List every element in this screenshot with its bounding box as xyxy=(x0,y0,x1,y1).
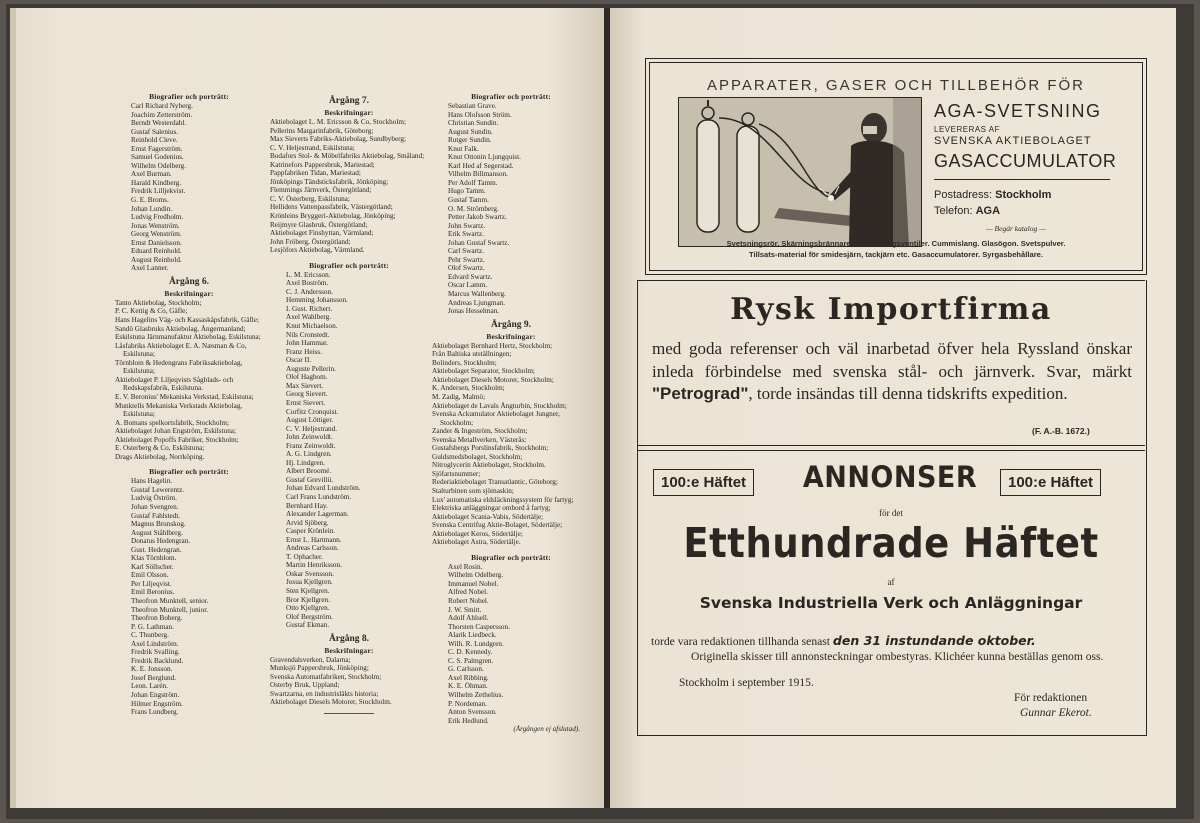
person-entry: Ernst Fagerström. xyxy=(131,144,183,153)
person-entry: Jonas Hesselman. xyxy=(448,307,500,316)
aga-products-line2: Tillsats-material för smidesjärn, tackjärn etc. Gasaccumulatorer. Syrgasbehållare. xyxy=(748,250,1044,259)
person-entry: Corfitz Cronquist. xyxy=(286,407,339,416)
annonser-body xyxy=(651,634,1136,664)
description-entry: Aktiebolaget Johan Engström, Eskilstuna; xyxy=(115,427,236,436)
person-entry: Franz Zeinwoldt. xyxy=(286,441,336,450)
description-entry: Swartzarna, en industrisläkts historia; xyxy=(270,689,379,698)
person-entry: Wilhelm Odelberg. xyxy=(448,571,504,580)
description-entry: Elektriska anläggningar ombord å fartyg; xyxy=(432,504,551,513)
description-entry: Sandö Glasbruks Aktiebolag, Ångermanland; xyxy=(115,324,246,333)
section-heading: Beskrifningar: xyxy=(486,331,536,341)
description-entry: C. V. Österberg, Eskilstuna; xyxy=(270,194,350,203)
person-entry: Gustaf Salenius. xyxy=(131,127,179,136)
person-entry: Alexander Lagerman. xyxy=(286,510,349,519)
person-entry: August Sundin. xyxy=(448,127,493,136)
person-entry: Fredrik Lilljekvist. xyxy=(131,187,186,196)
person-entry: Axel Rosin. xyxy=(448,562,483,571)
description-entry: Pellerins Margarinfabrik, Göteborg; xyxy=(270,126,374,135)
aga-advertisement xyxy=(645,58,1147,275)
index-column-2 xyxy=(270,92,428,714)
description-entry: Krönleins Bryggeri-Aktiebolag, Jönköping; xyxy=(270,212,396,221)
for-det: för det xyxy=(879,508,903,518)
af-word: af xyxy=(887,577,895,587)
description-entry: Aktiebolaget Diesels Motorer, Stockholm. xyxy=(270,698,392,707)
person-entry: Josef Berglund. xyxy=(131,673,176,682)
volume-note: (Årgången ej afslutad). xyxy=(513,725,580,734)
person-entry: Theofron Boberg. xyxy=(131,614,183,623)
section-heading: Biografier och porträtt: xyxy=(471,92,551,101)
person-entry: Albert Broomé. xyxy=(286,467,332,476)
person-entry: Robert Nobel. xyxy=(448,596,489,605)
person-entry: Max Sievert. xyxy=(286,381,324,390)
person-entry: J. W. Smitt. xyxy=(448,605,482,614)
person-entry: Karl Söllscher. xyxy=(131,562,174,571)
person-entry: Axel Burman. xyxy=(131,170,172,179)
person-entry: L. M. Ericsson. xyxy=(286,270,331,279)
person-entry: Hemming Johansson. xyxy=(286,296,348,305)
section-heading: Beskrifningar: xyxy=(164,288,214,298)
person-entry: Arvid Sjöberg. xyxy=(286,518,329,527)
description-entry: Tanto Aktiebolag, Stockholm; xyxy=(115,298,202,307)
person-entry: Andreas Carlsson. xyxy=(286,544,339,553)
person-entry: Emil Beronius. xyxy=(131,588,175,597)
person-entry: Axel Boström. xyxy=(286,279,329,288)
person-entry: Ernst Danielsson. xyxy=(131,238,182,247)
person-entry: Otto Kjellgren. xyxy=(286,604,330,613)
description-entry: P. C. Kettig & Co, Gäfle; xyxy=(115,307,188,316)
person-entry: Ernst L. Hartmann. xyxy=(286,535,342,544)
person-entry: Ludvig Fredholm. xyxy=(131,213,184,222)
person-entry: Axel Lindström. xyxy=(131,639,179,648)
person-entry: Gustaf Ekman. xyxy=(286,621,330,630)
person-entry: P. Nordeman. xyxy=(448,699,487,708)
person-entry: Nils Cronstedt. xyxy=(286,330,330,339)
person-entry: Karl Hed af Segerstad. xyxy=(448,161,514,170)
person-entry: C. J. Andersson. xyxy=(286,287,333,296)
description-entry: Aktiebolaget P. Liljeqvists Sågblads- och Redskapsfabrik, Eskilstuna. xyxy=(115,375,234,393)
rysk-code-word: "Petrograd" xyxy=(652,384,749,403)
person-entry: Emil Olsson. xyxy=(131,571,169,580)
person-entry: Oscar Lamm. xyxy=(448,281,488,290)
aga-telefon xyxy=(934,205,1000,217)
person-entry: John Zeinwoldt. xyxy=(286,433,333,442)
description-entry: Svenska Centrifug Aktie-Bolaget, Södertälje; xyxy=(432,521,563,530)
signature: Gunnar Ekerot. xyxy=(1020,707,1092,719)
person-entry: Hilmer Engström. xyxy=(131,699,183,708)
person-entry: Wilhelm Odelberg. xyxy=(131,161,187,170)
aga-levereras: LEVERERAS AF xyxy=(934,125,1001,134)
person-entry: Georg Sievert. xyxy=(286,390,328,399)
person-entry: Alarik Liedbeck. xyxy=(448,631,497,640)
publication-subtitle: Svenska Industriella Verk och Anläggningar xyxy=(699,594,1083,612)
person-entry: Ernst Sievert. xyxy=(286,398,326,407)
description-entry: Törnblom & Hedengrans Fabriksaktiebolag, Eskilstuna; xyxy=(115,358,243,376)
description-entry: Aktiebolaget Finshyttan, Värmland; xyxy=(270,229,374,238)
person-entry: Casper Krönlein. xyxy=(286,527,336,536)
person-entry: O. M. Strömberg. xyxy=(448,204,499,213)
description-entry: Lux' automatiska eldsläckningssystem för fartyg; xyxy=(432,495,574,504)
person-entry: T. Ophacher. xyxy=(286,552,323,561)
description-entry: E. Osterberg & Co, Eskilstuna; xyxy=(115,444,205,453)
person-entry: Fredrik Backlund. xyxy=(131,656,184,665)
aga-title: AGA-SVETSNING xyxy=(934,101,1102,121)
description-entry: Aktiebolaget Bernhard Hertz, Stockholm; xyxy=(432,341,553,350)
person-entry: Vilhelm Billmanson. xyxy=(448,170,508,179)
person-entry: Klas Törnblom. xyxy=(131,554,177,563)
volume-heading: Årgång 6. xyxy=(168,276,210,287)
person-entry: Petter Jakob Swartz. xyxy=(448,213,507,222)
person-entry: Alfred Nobel. xyxy=(448,588,488,597)
person-entry: Hans Hagelin. xyxy=(131,477,173,486)
section-heading: Biografier och porträtt: xyxy=(309,260,389,270)
aga-katalog: — Begär katalog — xyxy=(986,224,1046,233)
person-entry: Fredrik Svalling. xyxy=(131,648,180,657)
section-heading: Beskrifningar: xyxy=(324,108,374,117)
telefon-value: AGA xyxy=(975,205,1001,217)
person-entry: Axel Ribbing. xyxy=(448,673,489,682)
description-entry: Aktiebolaget Keros, Södertälje; xyxy=(432,529,523,538)
index-column-1 xyxy=(115,92,263,717)
person-entry: Erik Swartz. xyxy=(448,230,484,239)
person-entry: Hugo Tamm. xyxy=(448,187,486,196)
description-entry: Låsfabriks Aktiebolaget E. A. Næsman & Co, Eskilstuna; xyxy=(115,341,247,359)
description-entry: Bodafors Stol- & Möbelfabriks Aktiebolag, Småland; xyxy=(270,152,425,161)
description-entry: Svenska Metallverken, Västerås; xyxy=(432,435,527,444)
person-entry: Auguste Pellerin. xyxy=(286,364,336,373)
person-entry: K. E. Öhman. xyxy=(448,682,488,691)
end-rule xyxy=(324,713,374,714)
description-entry: Guldsmedsbolaget, Stockholm; xyxy=(432,452,523,461)
person-entry: Magnus Brunskog. xyxy=(131,520,186,529)
description-entry: Osterby Bruk, Uppland; xyxy=(270,681,340,690)
person-entry: Hj. Lindgren. xyxy=(286,458,325,467)
person-entry: Hans Olofsson Ström. xyxy=(448,110,512,119)
person-entry: Christian Sundin. xyxy=(448,119,499,128)
person-entry: Ludvig Öström. xyxy=(131,494,177,503)
index-column-3 xyxy=(432,92,590,734)
person-entry: Franz Heiss. xyxy=(286,347,322,356)
postadress-label: Postadress: xyxy=(934,189,993,201)
section-heading: Biografier och porträtt: xyxy=(149,467,229,477)
description-entry: Reijmyre Glasbruk, Östergötland; xyxy=(270,220,368,229)
person-entry: Immanuel Nobel. xyxy=(448,579,499,588)
person-entry: Wilhelm Zethelius. xyxy=(448,691,504,699)
telefon-label: Telefon: xyxy=(934,205,973,217)
description-entry: Aktiebolaget L. M. Ericsson & Co, Stockholm; xyxy=(270,118,406,126)
person-entry: Theofron Munktell, senior. xyxy=(131,596,209,605)
person-entry: C. D. Kennedy. xyxy=(448,648,493,657)
description-entry: Drags Aktiebolag, Norrköping. xyxy=(115,452,205,461)
person-entry: Theofron Munktell, junior. xyxy=(131,605,209,614)
person-entry: Gust. Hedengran. xyxy=(131,545,182,554)
person-entry: Carl Richard Nyberg. xyxy=(131,102,193,110)
volume-heading: Årgång 9. xyxy=(490,319,532,330)
person-entry: Reinhold Cleve. xyxy=(131,136,178,145)
description-entry: Eskilstuna Järnmanufaktur Aktiebolag, Eskilstuna; xyxy=(115,333,261,342)
description-entry: Munktells Mekaniska Verkstads Aktiebolag, Eskilstuna; xyxy=(115,401,243,419)
description-entry: Svenska Ackumulator Aktiebolaget Jungner, Stockholm; xyxy=(432,410,560,427)
person-entry: Berndt Westerdahl. xyxy=(131,119,187,128)
description-entry: Zander & Ingeström, Stockholm; xyxy=(432,427,528,436)
person-entry: August Löttiger. xyxy=(286,416,334,425)
for-redaktionen: För redaktionen xyxy=(1014,692,1088,704)
haftet-badge-right: 100:e Häftet xyxy=(1000,469,1101,496)
person-entry: Gustaf Tamm. xyxy=(448,196,489,205)
person-entry: Axel Wahlberg. xyxy=(286,313,332,322)
description-entry: Lesjöfors Aktiebolag, Värmland. xyxy=(270,246,365,255)
description-entry: Katrinefors Pappersbruk, Mariestad; xyxy=(270,160,375,169)
person-entry: Olof Hagbom. xyxy=(286,373,328,382)
person-entry: Joachim Zetterström. xyxy=(131,110,193,119)
description-entry: Hans Hagelins Väg- och Kassaskåpsfabrik, Gäfle; xyxy=(115,316,259,325)
description-entry: M. Zadig, Malmö; xyxy=(432,392,486,401)
description-entry: Flemmings Järnverk, Östergötland; xyxy=(270,186,372,195)
rysk-reference: (F. A.-B. 1672.) xyxy=(1032,426,1090,436)
person-entry: Josua Kjellgren. xyxy=(286,578,333,587)
description-entry: Gustafsbergs Porslinsfabrik, Stockholm; xyxy=(432,444,549,453)
volume-heading: Årgång 8. xyxy=(328,633,370,644)
rysk-title: Rysk Importfirma xyxy=(730,292,1052,327)
person-entry: Gustaf Fahlstedt. xyxy=(131,511,181,520)
person-entry: August Reinhold. xyxy=(131,255,182,264)
person-entry: G. Carlsson. xyxy=(448,665,484,674)
annonser-title: ANNONSER xyxy=(802,460,978,495)
description-entry: Hellidens Vattenpassfabrik, Västergötland; xyxy=(270,203,393,212)
person-entry: Frans Lundberg. xyxy=(131,708,179,717)
description-entry: Bolinders, Stockholm; xyxy=(432,358,497,367)
person-entry: Jonas Wenström. xyxy=(131,221,180,230)
person-entry: Georg Wenström. xyxy=(131,230,182,239)
person-entry: Edvard Swartz. xyxy=(448,272,493,281)
aga-divider xyxy=(934,179,1110,180)
description-entry: A. Bomans spelkortsfabrik, Stockholm; xyxy=(115,418,229,427)
person-entry: Oscar II. xyxy=(286,356,312,365)
description-entry: Munksjö Pappersbruk, Jönköping; xyxy=(270,664,369,673)
person-entry: Johan Gustaf Swartz. xyxy=(448,238,510,247)
person-entry: G. E. Broms. xyxy=(131,196,169,205)
person-entry: August Ståhlberg. xyxy=(131,528,183,537)
person-entry: Gustaf Grevillii. xyxy=(286,475,334,484)
section-heading: Biografier och porträtt: xyxy=(471,552,551,562)
person-entry: Per Adolf Tamm. xyxy=(448,178,498,187)
haftet-badge-left: 100:e Häftet xyxy=(653,469,754,496)
person-entry: A. G. Lindgren. xyxy=(286,450,332,459)
rysk-body xyxy=(652,338,1132,406)
person-entry: Per Liljeqvist. xyxy=(131,579,172,588)
person-entry: C. Thunberg. xyxy=(131,631,169,640)
description-entry: Max Sieverts Fabriks-Aktiebolag, Sundbyberg; xyxy=(270,135,407,144)
description-entry: Nitroglycerin Aktiebolaget, Stockholm. xyxy=(432,461,546,470)
aga-company-line2: GASACCUMULATOR xyxy=(934,151,1117,171)
person-entry: Carl Swartz. xyxy=(448,247,484,256)
person-entry: P. G. Lathman. xyxy=(131,622,174,631)
aga-products-line1: Svetsningsrör. Skärningsbrännare. Reduceringsventiler. Cummislang. Glasögon. Svetspulver. xyxy=(726,239,1066,248)
aga-headline: APPARATER, GASER OCH TILLBEHÖR FÖR xyxy=(706,77,1086,94)
person-entry: Johan Engström. xyxy=(131,691,180,699)
description-entry: Jönköpings Tändsticksfabrik, Jönköping; xyxy=(270,177,389,186)
aga-postadress xyxy=(934,189,1051,201)
person-entry: Sebastian Grave. xyxy=(448,102,497,110)
person-entry: Sten Kjellgren. xyxy=(286,586,330,595)
section-heading: Beskrifningar: xyxy=(324,645,374,655)
person-entry: Gustaf Lewerentz. xyxy=(131,485,185,494)
person-entry: C. S. Palmgren. xyxy=(448,656,494,665)
person-entry: C. V. Heljestrand. xyxy=(286,424,338,433)
person-entry: Thorsten Caspersson. xyxy=(448,622,510,631)
description-entry: Aktiebolaget Diesels Motorer, Stockholm; xyxy=(432,375,554,384)
person-entry: Knut Falk. xyxy=(448,144,479,153)
description-entry: C. V. Heljestrand, Eskilstuna; xyxy=(270,143,355,152)
volume-heading: Årgång 7. xyxy=(328,96,370,106)
person-entry: Andreas Ljungman. xyxy=(448,298,506,307)
person-entry: Marcus Wallenberg. xyxy=(448,290,506,299)
person-entry: Erik Hedlund. xyxy=(448,716,489,725)
description-entry: Aktiebolaget Scania-Vabis, Södertälje; xyxy=(432,512,544,521)
person-entry: Bernhard Hay. xyxy=(286,501,328,510)
sketch-note: Originella skisser till annonsteckningar ombestyras. Klichéer kunna beställas genom oss. xyxy=(691,649,1104,663)
person-entry: Samuel Godenius. xyxy=(131,153,184,162)
person-entry: Knut Michaelson. xyxy=(286,322,338,331)
description-entry: Aktiebolaget Astra, Södertälje. xyxy=(432,538,521,547)
person-entry: Anton Svensson. xyxy=(448,708,497,717)
deadline-intro: torde vara redaktionen tillhanda senast xyxy=(651,635,833,648)
person-entry: Adolf Ahlsell. xyxy=(448,614,489,623)
welder-illustration xyxy=(678,97,922,247)
description-entry: Aktiebolaget Separator, Stockholm; xyxy=(432,367,535,376)
description-entry: Aktiebolaget de Lavals Ångturbin, Stockholm; xyxy=(432,401,567,410)
etthundrade-title: Etthundrade Häftet xyxy=(683,519,1099,568)
person-entry: Harald Kindberg. xyxy=(131,178,182,187)
person-entry: Axel Lanner. xyxy=(131,264,169,273)
person-entry: Rutger Sundin. xyxy=(448,136,492,145)
aga-company-line1: SVENSKA AKTIEBOLAGET xyxy=(934,135,1092,147)
description-entry: Pappfabriken Tidan, Mariestad; xyxy=(270,169,361,178)
person-entry: I. Gust. Richert. xyxy=(286,304,333,313)
description-entry: Rederiaktiebolaget Transatlantic, Göteborg; xyxy=(432,478,558,487)
person-entry: Johan Lundin. xyxy=(131,204,173,213)
person-entry: K. E. Jonsson. xyxy=(131,665,173,674)
person-entry: Pehr Swartz. xyxy=(448,255,485,264)
person-entry: Wilh. R. Lundgren. xyxy=(448,639,504,648)
description-entry: E. V. Beronius' Mekaniska Verkstad, Eskilstuna; xyxy=(115,392,254,401)
description-entry: K. Andersen, Stockholm; xyxy=(432,384,505,393)
person-entry: Eduard Reinhold. xyxy=(131,247,182,256)
person-entry: Olof Bergström. xyxy=(286,612,333,621)
section-heading: Biografier och porträtt: xyxy=(149,92,229,101)
person-entry: Knut Ottonin Ljungquist. xyxy=(448,153,521,162)
person-entry: Martin Henriksson. xyxy=(286,561,342,570)
description-entry: Aktiebolaget Popoffs Fabriker, Stockholm; xyxy=(115,435,239,444)
person-entry: Olof Swartz. xyxy=(448,264,485,273)
description-entry: Sjöfartsnummer; xyxy=(432,469,481,478)
person-entry: Johan Svengren. xyxy=(131,502,179,511)
person-entry: Oskar Svensson. xyxy=(286,569,334,578)
person-entry: Carl Frans Lundström. xyxy=(286,492,352,501)
person-entry: Bror Kjellgren. xyxy=(286,595,330,604)
deadline-date: den 31 instundande oktober. xyxy=(832,633,1036,648)
description-entry: Svenska Automatfabriken, Stockholm; xyxy=(270,672,382,681)
person-entry: Johan Edvard Lundström. xyxy=(286,484,361,493)
page-edge xyxy=(10,8,16,808)
description-entry: Stalturbinen som sjömaskin; xyxy=(432,486,514,495)
person-entry: Leon. Larén. xyxy=(131,682,168,691)
place-date: Stockholm i september 1915. xyxy=(679,677,814,689)
welder-drawing-icon xyxy=(679,98,921,246)
rysk-text-2: , torde insändas till denna tidskrifts expedition. xyxy=(748,384,1068,403)
person-entry: John Hammar. xyxy=(286,339,328,348)
description-entry: Gravendalsverken, Dalarna; xyxy=(270,655,351,664)
postadress-value: Stockholm xyxy=(995,189,1052,201)
rysk-text-1: med goda referenser och väl inarbetad öfver hela Ryssland önskar inleda förbindelse med svenska stål- och järnverk. Svar, märkt xyxy=(652,339,1132,381)
person-entry: Donatus Hedengran. xyxy=(131,537,191,546)
description-entry: John Fröberg, Östergötland; xyxy=(270,237,351,246)
description-entry: Från Baltiska utställningen; xyxy=(432,350,512,359)
person-entry: John Swartz. xyxy=(448,221,486,230)
